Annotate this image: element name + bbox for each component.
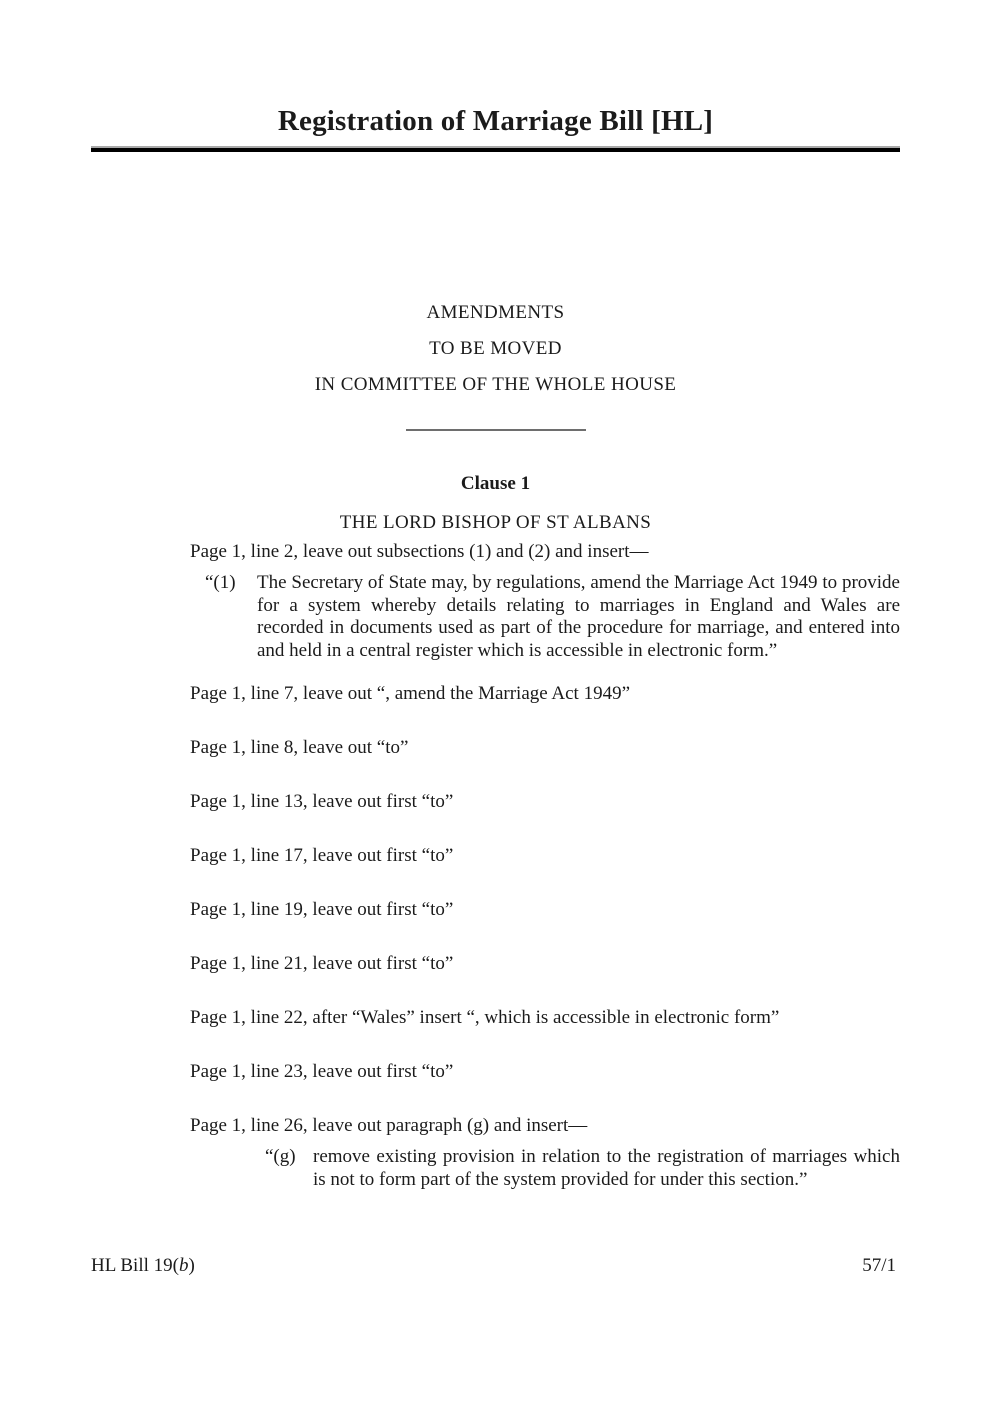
heading-committee: IN COMMITTEE OF THE WHOLE HOUSE bbox=[314, 374, 677, 395]
footer-bill-number-suffix: ) bbox=[188, 1255, 195, 1276]
amendment-item bbox=[190, 790, 900, 814]
footer-session-number: 57/1 bbox=[862, 1255, 896, 1276]
subsection-marker: “(1) bbox=[205, 572, 236, 593]
amendments-list bbox=[190, 540, 900, 1191]
amendment-text: Page 1, line 13, leave out first “to” bbox=[190, 791, 454, 812]
heading-amendments: AMENDMENTS bbox=[426, 302, 565, 323]
footer-bill-number-prefix: HL Bill 19( bbox=[91, 1255, 179, 1276]
clause-heading: Clause 1 bbox=[460, 473, 531, 494]
paragraph-text: remove existing provision in relation to the registration of marriages which is not to form part of the system provided for under this section.” bbox=[313, 1146, 900, 1190]
section-divider bbox=[406, 429, 586, 431]
amendment-item bbox=[190, 898, 900, 922]
amendment-text: Page 1, line 17, leave out first “to” bbox=[190, 845, 454, 866]
title-rule bbox=[91, 146, 900, 152]
amendment-text: Page 1, line 26, leave out paragraph (g) and insert— bbox=[190, 1115, 588, 1136]
amendment-item bbox=[190, 952, 900, 976]
heading-to-be-moved: TO BE MOVED bbox=[429, 338, 562, 359]
amendment-text: Page 1, line 2, leave out subsections (1) and (2) and insert— bbox=[190, 541, 649, 562]
footer-bill-number-italic: b bbox=[178, 1255, 189, 1276]
paragraph-marker: “(g) bbox=[265, 1146, 296, 1167]
bill-title: Registration of Marriage Bill [HL] bbox=[277, 105, 714, 137]
footer-bill-number bbox=[91, 1254, 195, 1278]
amendment-item bbox=[190, 1114, 900, 1191]
amendment-text: Page 1, line 7, leave out “, amend the Marriage Act 1949” bbox=[190, 683, 631, 704]
amendment-text: Page 1, line 19, leave out first “to” bbox=[190, 899, 454, 920]
amendment-item bbox=[190, 682, 900, 706]
inserted-subsection bbox=[205, 572, 900, 662]
amendment-text: Page 1, line 8, leave out “to” bbox=[190, 737, 409, 758]
subsection-text: The Secretary of State may, by regulations, amend the Marriage Act 1949 to provide for a system whereby details relating to marriages in England and Wales are recorded in documents used as part of the procedure for marriage, and entered into and held in a central register which is accessible in electronic form.” bbox=[257, 572, 900, 661]
page-footer bbox=[91, 1254, 896, 1278]
amendment-item bbox=[190, 844, 900, 868]
mover-name: THE LORD BISHOP OF ST ALBANS bbox=[339, 512, 652, 533]
amendment-item bbox=[190, 736, 900, 760]
inserted-paragraph bbox=[265, 1146, 900, 1191]
amendment-text: Page 1, line 22, after “Wales” insert “, which is accessible in electronic form” bbox=[190, 1007, 780, 1028]
amendment-text: Page 1, line 21, leave out first “to” bbox=[190, 953, 454, 974]
amendment-item bbox=[190, 540, 900, 662]
amendment-text: Page 1, line 23, leave out first “to” bbox=[190, 1061, 454, 1082]
amendment-item bbox=[190, 1006, 900, 1030]
preamble bbox=[91, 301, 900, 397]
amendment-item bbox=[190, 1060, 900, 1084]
